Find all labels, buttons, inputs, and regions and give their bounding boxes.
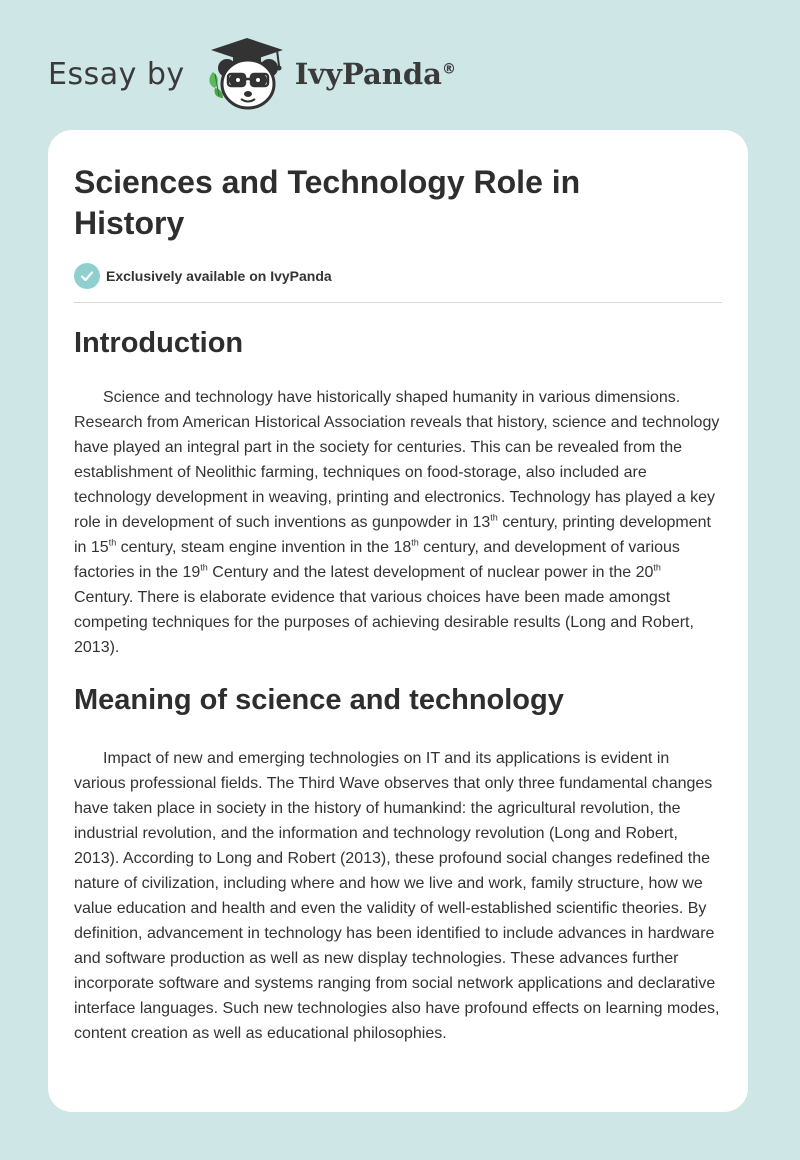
paragraph-text: century, and development of various factories in the 19 [74,539,680,581]
divider [74,302,722,303]
ordinal-suffix: th [411,537,419,548]
paragraph-text: century, steam engine invention in the 18 [116,539,412,556]
essay-card [48,130,748,1112]
exclusive-notice [74,262,722,290]
title-line-1: Sciences and Technology Role in [74,164,581,200]
exclusive-label: Exclusively available on IvyPanda [106,268,332,284]
panda-graduate-logo-icon[interactable] [203,34,293,114]
paragraph-text: century, printing development in 15 [74,514,711,556]
ordinal-suffix: th [200,562,208,573]
brand-name[interactable] [295,57,456,91]
section-paragraph-meaning: Impact of new and emerging technologies on IT and its applications is evident in various professional fields. The Third Wave observes that only three fundamental changes have taken place in society in the history of humankind: the agricultural revolution, the industrial revolution, and the information and technology revolution (Long and Robert, 2013). According to Long and Robert (2013), these profound social changes redefined the nature of civilization, including where and how we live and work, family structure, how we value education and health and even the validity of well-established scientific theories. By definition, advancement in technology has been identified to include advances in hardware and software production as well as new display technologies. These advances further incorporate software and systems ranging from social network applications and declarative interface languages. Such new technologies also have profound effects on learning modes, content creation as well as educational philosophies. [74,750,720,1042]
section-paragraph-introduction [74,385,722,660]
ordinal-suffix: th [108,537,117,548]
check-circle-icon [74,263,100,289]
paragraph-text: Century. There is elaborate evidence that various choices have been made amongst competing techniques for the purposes of achieving desirable results (Long and Robert, 2013). [74,589,694,656]
ordinal-suffix: th [653,562,661,573]
site-header [48,34,456,114]
paragraph-text: Century and the latest development of nuclear power in the 20 [207,564,654,581]
section-heading-introduction: Introduction [74,327,244,359]
section-heading-meaning: Meaning of science and technology [74,684,564,716]
page-title [74,162,722,244]
registered-mark: ® [441,61,456,78]
title-line-2: History [74,205,185,241]
paragraph-text: Science and technology have historically shaped humanity in various dimensions. Research from American Historical Association reveals that history, science and technology have played an integral part in the society for centuries. This can be revealed from the establishment of Neolithic farming, techniques on food-storage, also included are technology development in weaving, printing and electronics. Technology has played a key role in development of such inventions as gunpowder in 13 [74,389,720,531]
ordinal-suffix: th [490,512,498,523]
brand-name-text: IvyPanda [294,57,442,91]
essay-by-label: Essay by [48,56,185,92]
